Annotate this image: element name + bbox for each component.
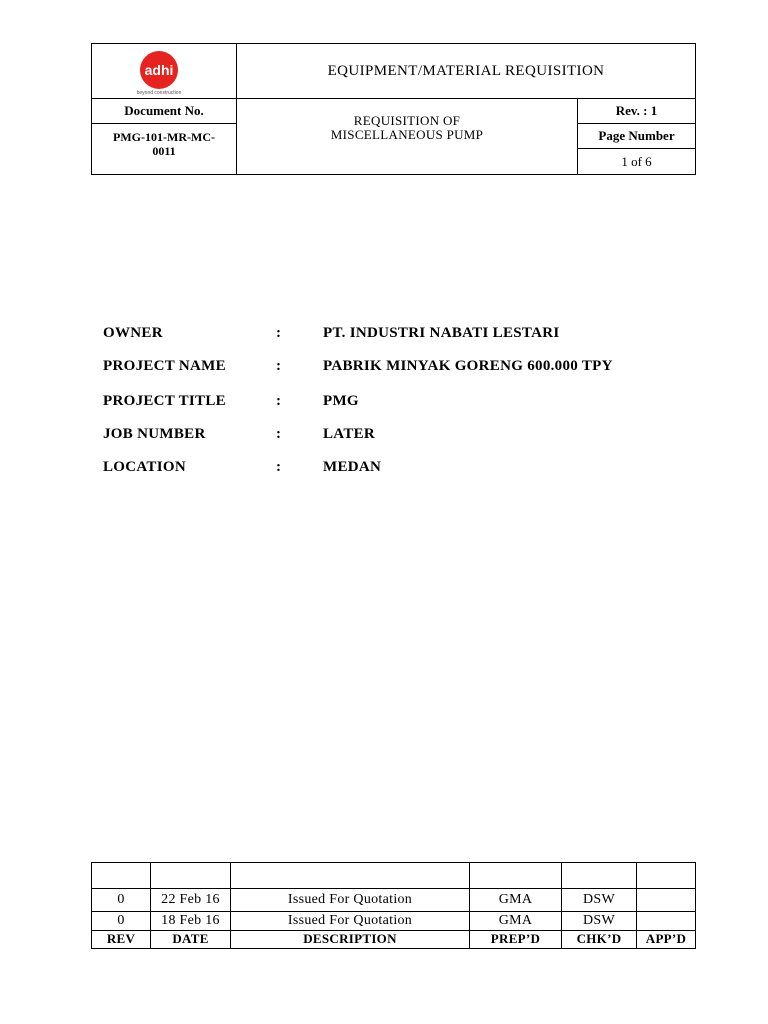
document-header-table xyxy=(91,43,696,175)
revision-label: Rev. : 1 xyxy=(615,103,658,118)
requisition-subject: REQUISITION OF MISCELLANEOUS PUMP xyxy=(330,113,484,142)
info-label: PROJECT NAME xyxy=(103,358,226,374)
table-cell: Issued For Quotation xyxy=(287,892,413,907)
info-label: OWNER xyxy=(103,325,163,341)
document-number-value: PMG-101-MR-MC- 0011 xyxy=(113,130,215,158)
document-title: EQUIPMENT/MATERIAL REQUISITION xyxy=(327,62,605,79)
table-cell: 22 Feb 16 xyxy=(161,892,220,907)
revision-table xyxy=(91,862,696,949)
column-header-description: DESCRIPTION xyxy=(303,931,397,946)
table-cell: 0 xyxy=(117,892,125,907)
page-number-label: Page Number xyxy=(598,128,675,143)
column-header-rev: REV xyxy=(106,931,136,946)
info-value: PABRIK MINYAK GORENG 600.000 TPY xyxy=(323,358,613,374)
table-cell: DSW xyxy=(582,913,615,928)
info-colon: : xyxy=(276,358,282,374)
table-divider xyxy=(92,888,695,889)
info-label: LOCATION xyxy=(103,459,186,475)
column-header-date: DATE xyxy=(172,931,209,946)
info-value: MEDAN xyxy=(323,459,382,475)
company-logo xyxy=(128,50,200,96)
column-header-checked: CHK’D xyxy=(576,931,622,946)
logo-text: adhi xyxy=(144,62,174,78)
info-colon: : xyxy=(276,393,282,409)
table-divider xyxy=(92,911,695,912)
table-cell: DSW xyxy=(582,892,615,907)
document-number-label: Document No. xyxy=(124,103,204,118)
column-header-approved: APP’D xyxy=(645,931,687,946)
table-cell: Issued For Quotation xyxy=(287,913,413,928)
info-label: JOB NUMBER xyxy=(103,426,206,442)
logo-tagline: beyond construction xyxy=(136,90,182,96)
table-cell: GMA xyxy=(498,913,533,928)
table-cell: 18 Feb 16 xyxy=(161,913,220,928)
info-value: LATER xyxy=(323,426,376,442)
page-number-value: 1 of 6 xyxy=(621,153,652,169)
info-value: PT. INDUSTRI NABATI LESTARI xyxy=(323,325,560,341)
column-header-prepared: PREP’D xyxy=(490,931,541,946)
info-colon: : xyxy=(276,325,282,341)
table-cell: 0 xyxy=(117,913,125,928)
info-label: PROJECT TITLE xyxy=(103,393,226,409)
info-colon: : xyxy=(276,426,282,442)
table-cell: GMA xyxy=(498,892,533,907)
info-colon: : xyxy=(276,459,282,475)
info-value: PMG xyxy=(323,393,359,409)
